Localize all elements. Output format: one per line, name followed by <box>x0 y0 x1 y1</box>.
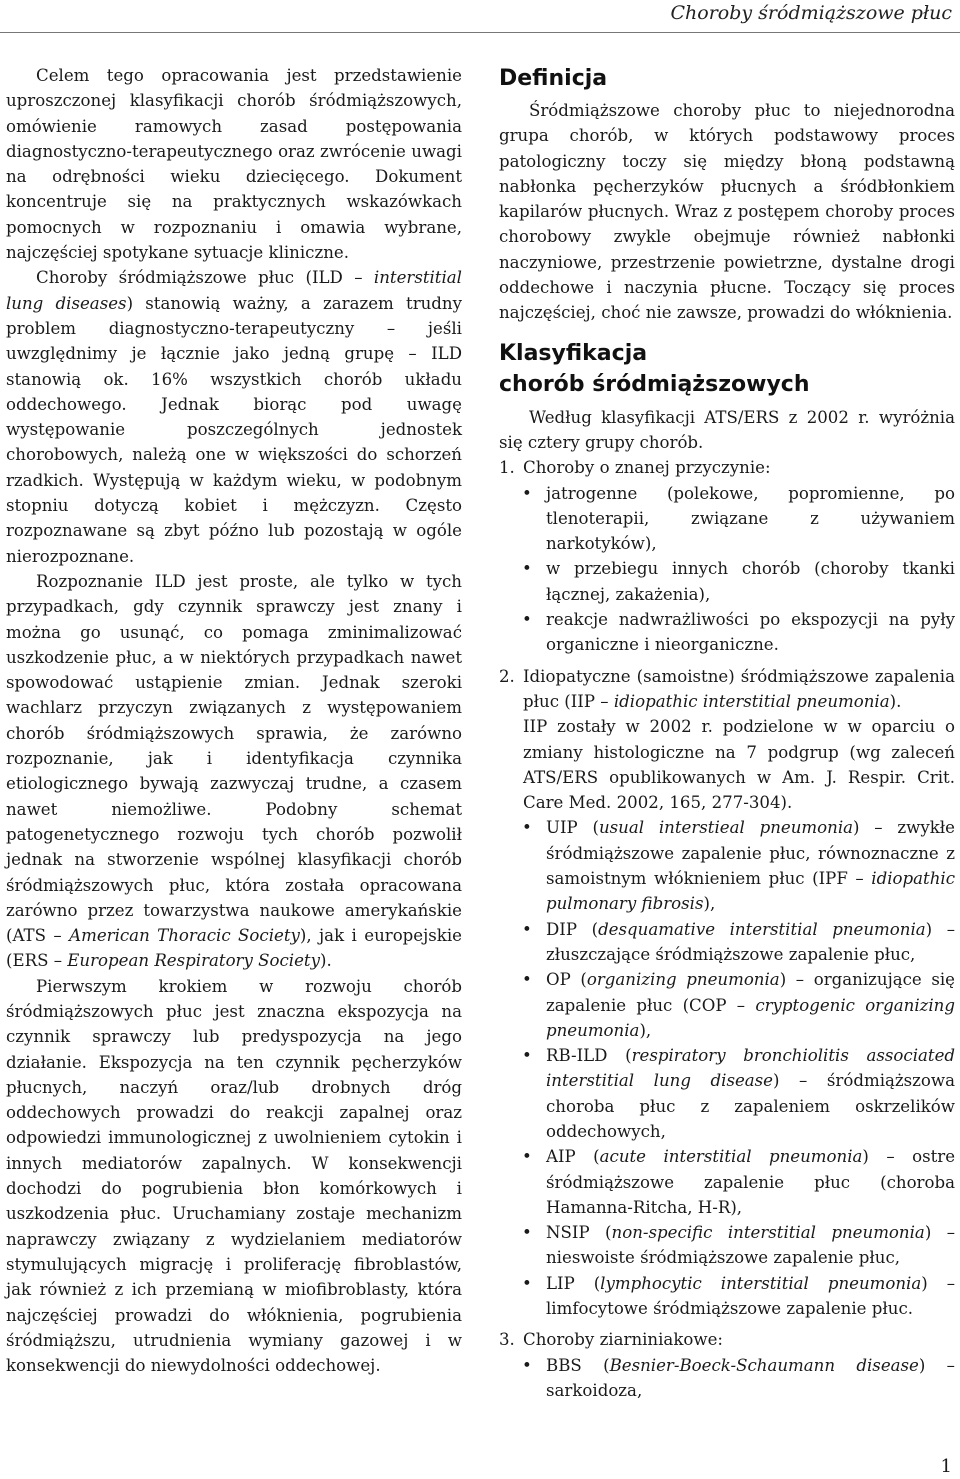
list-item: • LIP (lymphocytic interstitial pneumonia) – limfocytowe śródmiąższowe zapalenie płuc. <box>546 1271 955 1322</box>
list-item: • OP (organizing pneumonia) – organizujące się zapalenie płuc (COP – cryptogenic organizing pneumonia), <box>546 967 955 1043</box>
group-2-note: IIP zostały w 2002 r. podzielone w w oparciu o zmiany histologiczne na 7 podgrup (wg zaleceń ATS/ERS opublikowanych w Am. J. Respir. Crit. Care Med. 2002, 165, 277-304). <box>523 717 955 813</box>
list-item: • reakcje nadwrażliwości po ekspozycji na pyły organiczne i nieorganiczne. <box>546 607 955 658</box>
list-item: • RB-ILD (respiratory bronchiolitis associated interstitial lung disease) – śródmiąższowa choroba płuc z zapaleniem oskrzelików oddechowych, <box>546 1043 955 1144</box>
list-item: • BBS (Besnier-Boeck-Schaumann disease) – sarkoidoza, <box>546 1353 955 1404</box>
list-item: • AIP (acute interstitial pneumonia) – ostre śródmiąższowe zapalenie płuc (choroba Hamanna-Ritcha, H-R), <box>546 1144 955 1220</box>
list-item: • NSIP (non-specific interstitial pneumonia) – nieswoiste śródmiąższowe zapalenie płuc, <box>546 1220 955 1271</box>
group-1-list <box>499 481 955 658</box>
group-3-list <box>499 1353 955 1404</box>
left-column <box>6 63 462 1378</box>
ild-paragraph: Choroby śródmiąższowe płuc (ILD – interstitial lung diseases) stanowią ważny, a zarazem trudny problem diagnostyczno-terapeutyczny – jeśli uwzględnimy je łącznie jako jedną grupę – ILD stanowią ok. 16% wszystkich chorób układu oddechowego. Jednak biorąc pod uwagę występowanie poszczególnych jednostek chorobowych, należą one w większości do schorzeń rzadkich. Występują w każdym wieku, w podobnym stopniu dotyczą kobiet i mężczyzn. Często rozpoznawane są zbyt późno lub pozostają w ogóle nierozpoznane. <box>6 268 462 566</box>
running-header: Choroby śródmiąższowe płuc <box>670 2 952 24</box>
list-item: • w przebiegu innych chorób (choroby tkanki łącznej, zakażenia), <box>546 556 955 607</box>
group-2-list <box>499 815 955 1321</box>
header-rule <box>0 32 960 33</box>
definition-heading: Definicja <box>499 66 608 91</box>
list-item: • jatrogenne (polekowe, popromienne, po tlenoterapii, związane z używaniem narkotyków), <box>546 481 955 557</box>
intro-paragraph: Celem tego opracowania jest przedstawienie uproszczonej klasyfikacji chorób śródmiąższowych, omówienie ramowych zasad postępowania diagnostyczno-terapeutycznego oraz zwrócenie uwagi na odrębności wieku dziecięcego. Dokument koncentruje się na praktycznych wskazówkach pomocnych w rozpoznaniu i omawia wybrane, najczęściej spotykane sytuacje kliniczne. <box>6 66 462 263</box>
group-3: 3. Choroby ziarniniakowe: <box>499 1330 723 1350</box>
group-2: 2. Idiopatyczne (samoistne) śródmiąższowe zapalenia płuc (IIP – idiopathic interstitial pneumonia). <box>499 666 955 711</box>
list-item: • DIP (desquamative interstitial pneumonia) – złuszczające śródmiąższowe zapalenie płuc, <box>546 917 955 968</box>
diagnosis-paragraph: Rozpoznanie ILD jest proste, ale tylko w tych przypadkach, gdy czynnik sprawczy jest znany i można go usunąć, co pomaga zminimalizować uszkodzenie płuc, a w niektórych przypadkach nawet spowodować ustąpienie zmian. Jednak szeroki wachlarz przyczyn związanych z występowaniem chorób śródmiąższowych sprawia, że zarówno rozpoznanie, jak i identyfikacja czynnika etiologicznego bywają zazwyczaj trudne, a czasem nawet niemożliwe. Podobny schemat patogenetycznego rozwoju tych chorób pozwolił jednak na stworzenie wspólnej klasyfikacji chorób śródmiąższowych płuc, która została opracowana zarówno przez towarzystwa naukowe amerykańskie (ATS – American Thoracic Society), jak i europejskie (ERS – European Respiratory Society). <box>6 571 462 971</box>
classification-intro: Według klasyfikacji ATS/ERS z 2002 r. wyróżnia się cztery grupy chorób. <box>499 407 955 452</box>
list-item: • UIP (usual interstieal pneumonia) – zwykłe śródmiąższowe zapalenie płuc, równoznaczne z samoistnym włóknieniem płuc (IPF – idiopathic pulmonary fibrosis), <box>546 815 955 916</box>
definition-paragraph: Śródmiąższowe choroby płuc to niejednorodna grupa chorób, w których podstawowy proces patologiczny toczy się między błoną podstawną nabłonka pęcherzyków płucnych a śródbłonkiem kapilarów płucnych. Wraz z postępem choroby proces chorobowy zwykle obejmuje również nabłonki naczyniowe, przestrzenie powietrzne, dystalne drogi oddechowe i naczynia płucne. Toczący się proces najczęściej, choć nie zawsze, prowadzi do włóknienia. <box>499 101 955 323</box>
classification-heading: Klasyfikacja chorób śródmiąższowych <box>499 340 810 397</box>
right-column <box>499 63 955 1403</box>
page-number: 1 <box>940 1456 952 1477</box>
group-1: 1. Choroby o znanej przyczynie: <box>499 458 771 478</box>
pathogenesis-paragraph: Pierwszym krokiem w rozwoju chorób śródmiąższowych płuc jest znaczna ekspozycja na czynnik sprawczy lub predyspozycja na jego działanie. Ekspozycja na ten czynnik pęcherzyków płucnych, naczyń oraz/lub drobnych dróg oddechowych prowadzi do reakcji zapalnej oraz odpowiedzi immunologicznej z uwolnieniem cytokin i innych mediatorów zapalnych. W konsekwencji dochodzi do pogrubienia błon komórkowych i uszkodzenia płuc. Uruchamiany zostaje mechanizm naprawczy związany z wydzielaniem mediatorów stymulujących migrację i proliferację fibroblastów, jak również z ich przemianą w miofibroblasty, która najczęściej prowadzi do włóknienia, pogrubienia śródmiąższu, utrudnienia wymiany gazowej i w konsekwencji do niewydolności oddechowej. <box>6 976 462 1376</box>
